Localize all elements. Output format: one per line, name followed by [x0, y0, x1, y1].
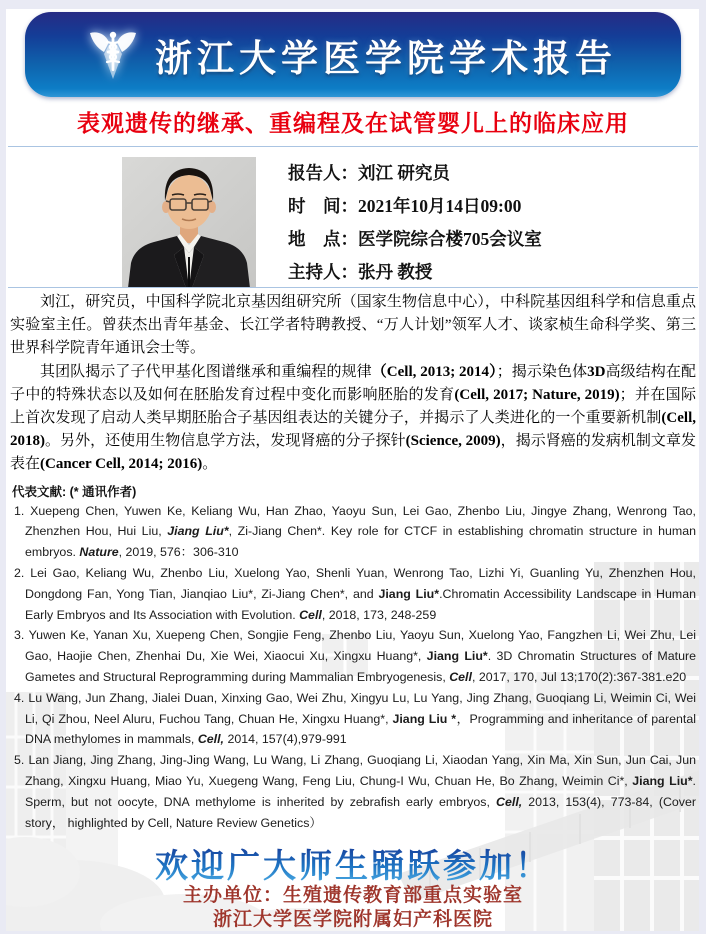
main-content [10, 291, 696, 833]
info-speaker [288, 160, 688, 185]
lecture-info [288, 160, 688, 284]
info-time [288, 193, 688, 218]
organizer-line-2: 浙江大学医学院附属妇产科医院 [212, 909, 493, 930]
publication-item-3: 3. Yuwen Ke, Yanan Xu, Xuepeng Chen, Songjie Feng, Zhenbo Liu, Yaoyu Sun, Xuelong Yao, Fangzhen Li, Wei Zhu, Lei Gao, Haojie Chen, Zhenhai Du, Xie Wei, Xiaocui Xu, Xingxu Huang*, Jiang Liu*. 3D Chromatin Structures of Mature Gametes and Structural Reprogramming during Mammalian Embryogenesis, Cell, 2017, 170, Jul 13;170(2):367-381.e20 [14, 628, 696, 684]
organizer-line-1: 主办单位：生殖遗传教育部重点实验室 [182, 885, 523, 906]
host-label: 主持人： [288, 262, 358, 282]
venue-value: 医学院综合楼705会议室 [358, 229, 542, 249]
publication-item-1: 1. Xuepeng Chen, Yuwen Ke, Keliang Wu, Han Zhao, Yaoyu Sun, Lei Gao, Zhenbo Liu, Jingye Zhang, Wenrong Tao, Zhenzhen Hou, Hui Liu, Jiang Liu*, Zi-Jiang Chen*. Key role for CTCF in establishing chromatin structure in human embryos. Nature, 2019, 576：306-310 [14, 503, 696, 560]
time-label: 时 间： [288, 196, 358, 216]
publications-heading: 代表文献: (* 通讯作者) [12, 484, 137, 499]
banner-title: 浙江大学医学院学术报告 [155, 37, 617, 79]
speaker-photo [122, 157, 256, 288]
divider-top [8, 146, 698, 147]
organizers [0, 884, 706, 932]
venue-label: 地 点： [288, 229, 358, 249]
caduceus-icon [89, 30, 137, 82]
bio-paragraph-2: 其团队揭示了子代甲基化图谱继承和重编程的规律（Cell, 2013; 2014）；揭示染色体3D高级结构在配子中的特殊状态以及如何在胚胎发育过程中变化而影响胚胎的发育(Cell, 2017; Nature, 2019)；并在国际上首次发现了启动人类早期胚胎合子基因组表达的关键分子，并揭示了人类进化的一个重要新机制(Cell, 2018)。另外，还使用生物信息学方法，发现肾癌的分子探针(Science, 2009)，揭示肾癌的发病机制文章发表在(Cancer Cell, 2014; 2016)。 [10, 363, 696, 473]
info-host [288, 259, 688, 284]
banner [25, 12, 681, 97]
publication-item-5: 5. Lan Jiang, Jing Zhang, Jing-Jing Wang, Lu Wang, Li Zhang, Guoqiang Li, Xiaodan Yang, Xin Ma, Xin Sun, Jun Cai, Jun Zhang, Xingxu Huang, Miao Yu, Xuegeng Wang, Feng Liu, Chung-I Wu, Chuan He, Bo Zhang, Weimin Ci*, Jiang Liu*. Sperm, but not oocyte, DNA methylome is inherited by zebrafish early embryos, Cell, 2013, 153(4), 773-84, (Cover story， highlighted by Cell, Nature Review Genetics） [14, 753, 696, 830]
publications-list [10, 501, 696, 834]
bio-paragraph-1: 刘江，研究员，中国科学院北京基因组研究所（国家生物信息中心），中科院基因组科学和信息重点实验室主任。曾获杰出青年基金、长江学者特聘教授、“万人计划”领军人才、谈家桢生命科学奖、第三世界科学院青年通讯会士等。 [10, 294, 696, 357]
time-value: 2021年10月14日09:00 [358, 196, 522, 216]
host-value: 张丹 教授 [358, 262, 433, 282]
publication-item-2: 2. Lei Gao, Keliang Wu, Zhenbo Liu, Xuelong Yao, Shenli Yuan, Wenrong Tao, Lizhi Yi, Guanling Yu, Zhenzhen Hou, Dongdong Fan, Yong Tian, Jianqiao Liu*, Zi-Jiang Chen*, and Jiang Liu*.Chromatin Accessibility Landscape in Human Early Embryos and Its Association with Evolution. Cell, 2018, 173, 248-259 [14, 566, 696, 622]
divider-info-bottom [8, 287, 698, 288]
lecture-title: 表观遗传的继承、重编程及在试管婴儿上的临床应用 [77, 111, 629, 136]
speaker-label: 报告人： [288, 163, 358, 183]
publication-item-4: 4. Lu Wang, Jun Zhang, Jialei Duan, Xinxing Gao, Wei Zhu, Xingyu Lu, Lu Yang, Jing Zhang, Guoqiang Li, Weimin Ci, Wei Li, Qi Zhou, Neel Aluru, Fuchou Tang, Chuan He, Xingxu Huang*, Jiang Liu *，Programming and inheritance of parental DNA methylomes in mammals, Cell, 2014, 157(4),979-991 [14, 690, 696, 747]
welcome-message: 欢迎广大师生踊跃参加！ [0, 840, 706, 887]
info-venue [288, 226, 688, 251]
speaker-value: 刘江 研究员 [358, 163, 450, 183]
